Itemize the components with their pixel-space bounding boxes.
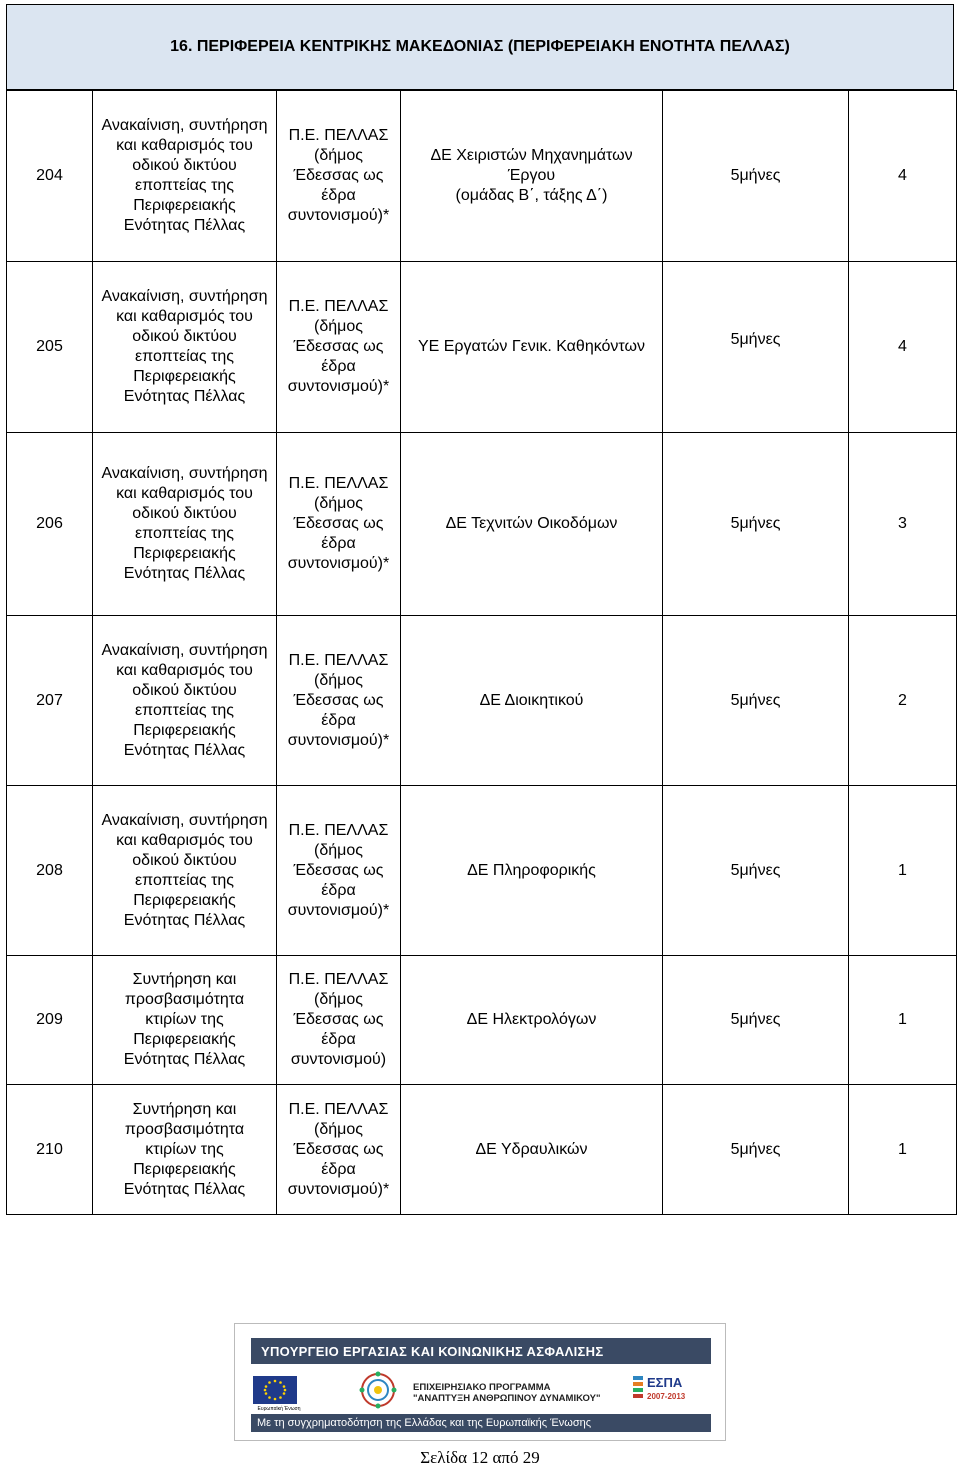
espa-logo-icon: [633, 1372, 697, 1406]
region-title: 16. ΠΕΡΙΦΕΡΕΙΑ ΚΕΝΤΡΙΚΗΣ ΜΑΚΕΔΟΝΙΑΣ (ΠΕΡΙΦΕΡΕΙΑΚΗ ΕΝΟΤΗΤΑ ΠΕΛΛΑΣ): [170, 38, 790, 55]
positions-count: 1: [849, 956, 957, 1085]
cofunding-banner: Με τη συγχρηματοδότηση της Ελλάδας και της Ευρωπαϊκής Ένωσης: [251, 1414, 711, 1432]
specialty: ΔΕ Ηλεκτρολόγων: [401, 956, 663, 1085]
project-title: Συντήρηση και προσβασιμότητα κτιρίων της Περιφερειακής Ενότητας Πέλλας: [93, 1085, 277, 1215]
project-title: Συντήρηση και προσβασιμότητα κτιρίων της Περιφερειακής Ενότητας Πέλλας: [93, 956, 277, 1085]
duration: 5μήνες: [663, 262, 849, 433]
row-number: 204: [7, 91, 93, 262]
project-title: Ανακαίνιση, συντήρηση και καθαρισμός του οδικού δικτύου εποπτείας της Περιφερειακής Ενότητας Πέλλας: [93, 616, 277, 786]
project-title: Ανακαίνιση, συντήρηση και καθαρισμός του οδικού δικτύου εποπτείας της Περιφερειακής Ενότητας Πέλλας: [93, 262, 277, 433]
table-row: [7, 433, 957, 616]
duration: 5μήνες: [663, 616, 849, 786]
specialty: ΔΕ Τεχνιτών Οικοδόμων: [401, 433, 663, 616]
ministry-banner: ΥΠΟΥΡΓΕΙΟ ΕΡΓΑΣΙΑΣ ΚΑΙ ΚΟΙΝΩΝΙΚΗΣ ΑΣΦΑΛΙΣΗΣ: [251, 1338, 711, 1364]
row-number: 207: [7, 616, 93, 786]
duration: 5μήνες: [663, 786, 849, 956]
positions-count: 3: [849, 433, 957, 616]
region-header: [6, 4, 954, 90]
table-row: [7, 786, 957, 956]
project-title: Ανακαίνιση, συντήρηση και καθαρισμός του οδικού δικτύου εποπτείας της Περιφερειακής Ενότητας Πέλλας: [93, 786, 277, 956]
row-number: 208: [7, 786, 93, 956]
funding-logo-banner: [234, 1323, 726, 1441]
specialty: ΔΕ Διοικητικού: [401, 616, 663, 786]
espa-years: 2007-2013: [647, 1392, 686, 1401]
host-organization: Π.Ε. ΠΕΛΛΑΣ (δήμος Έδεσσας ως έδρα συντονισμού)*: [277, 616, 401, 786]
positions-count: 4: [849, 91, 957, 262]
eu-flag-icon: [253, 1376, 297, 1404]
programme-emblem-icon: [353, 1370, 403, 1410]
positions-count: 4: [849, 262, 957, 433]
specialty: ΔΕ Υδραυλικών: [401, 1085, 663, 1215]
specialty: ΥΕ Εργατών Γενικ. Καθηκόντων: [401, 262, 663, 433]
project-title: Ανακαίνιση, συντήρηση και καθαρισμός του οδικού δικτύου εποπτείας της Περιφερειακής Ενότητας Πέλλας: [93, 91, 277, 262]
host-organization: Π.Ε. ΠΕΛΛΑΣ (δήμος Έδεσσας ως έδρα συντονισμού)*: [277, 1085, 401, 1215]
eu-caption: Ευρωπαϊκή Ένωση: [257, 1406, 301, 1412]
host-organization: Π.Ε. ΠΕΛΛΑΣ (δήμος Έδεσσας ως έδρα συντονισμού)*: [277, 91, 401, 262]
project-title: Ανακαίνιση, συντήρηση και καθαρισμός του οδικού δικτύου εποπτείας της Περιφερειακής Ενότητας Πέλλας: [93, 433, 277, 616]
duration: 5μήνες: [663, 956, 849, 1085]
positions-table: [6, 90, 957, 1215]
host-organization: Π.Ε. ΠΕΛΛΑΣ (δήμος Έδεσσας ως έδρα συντονισμού)*: [277, 433, 401, 616]
row-number: 210: [7, 1085, 93, 1215]
positions-count: 2: [849, 616, 957, 786]
page-number: Σελίδα 12 από 29: [420, 1448, 540, 1467]
row-number: 206: [7, 433, 93, 616]
espa-title: ΕΣΠΑ: [647, 1375, 683, 1390]
specialty: ΔΕ Πληροφορικής: [401, 786, 663, 956]
table-row: [7, 616, 957, 786]
host-organization: Π.Ε. ΠΕΛΛΑΣ (δήμος Έδεσσας ως έδρα συντονισμού)*: [277, 262, 401, 433]
table-row: [7, 91, 957, 262]
duration: 5μήνες: [663, 1085, 849, 1215]
specialty: ΔΕ Χειριστών Μηχανημάτων Έργου (ομάδας Β΄, τάξης Δ΄): [401, 91, 663, 262]
positions-count: 1: [849, 1085, 957, 1215]
table-row: [7, 262, 957, 433]
duration: 5μήνες: [663, 91, 849, 262]
positions-count: 1: [849, 786, 957, 956]
host-organization: Π.Ε. ΠΕΛΛΑΣ (δήμος Έδεσσας ως έδρα συντονισμού)*: [277, 786, 401, 956]
programme-name: ΕΠΙΧΕΙΡΗΣΙΑΚΟ ΠΡΟΓΡΑΜΜΑ "ΑΝΑΠΤΥΞΗ ΑΝΘΡΩΠΙΝΟΥ ΔΥΝΑΜΙΚΟΥ": [413, 1382, 601, 1404]
row-number: 209: [7, 956, 93, 1085]
table-row: [7, 1085, 957, 1215]
row-number: 205: [7, 262, 93, 433]
duration: 5μήνες: [663, 433, 849, 616]
host-organization: Π.Ε. ΠΕΛΛΑΣ (δήμος Έδεσσας ως έδρα συντονισμού): [277, 956, 401, 1085]
table-row: [7, 956, 957, 1085]
